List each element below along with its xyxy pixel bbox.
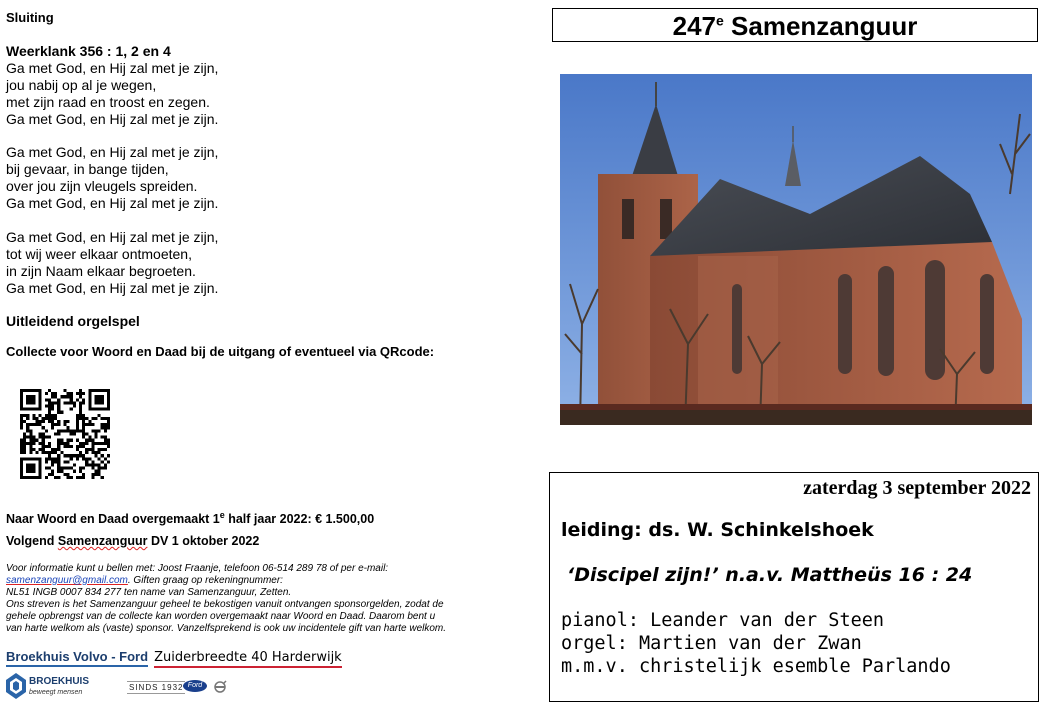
next-word: Samenzanguur — [57, 534, 148, 548]
info-line: Voor informatie kunt u bellen met: Joost Fraanje, telefoon 06-514 289 78 of per e-mail: — [6, 563, 389, 574]
qr-code[interactable] — [20, 389, 110, 479]
collecte-text: Collecte voor Woord en Daad bij de uitgang of eventueel via QRcode: — [6, 344, 435, 359]
info-block — [6, 563, 526, 635]
verse-line: Ga met God, en Hij zal met je zijn, — [6, 229, 219, 245]
verse-1 — [6, 60, 218, 128]
performer-organ: orgel: Martien van der Zwan — [561, 633, 862, 654]
verse-2 — [6, 144, 218, 212]
email-link[interactable]: samenzanguur@gmail.com — [6, 575, 128, 586]
info-line: van harte welkom als (vaste) sponsor. Vanzelfsprekend is ook uw incidentele gift van harte welkom. — [6, 623, 447, 634]
verse-line: Ga met God, en Hij zal met je zijn. — [6, 280, 219, 296]
next-text-rest: DV 1 oktober 2022 — [147, 534, 260, 548]
next-text: Volgend — [6, 534, 58, 548]
transfer-text: Naar Woord en Daad overgemaakt 1 — [6, 512, 220, 526]
next-meeting — [6, 533, 259, 549]
broekhuis-logo-icon — [5, 672, 27, 700]
performer-piano: pianol: Leander van der Steen — [561, 610, 885, 631]
info-line: Ons streven is het Samenzanguur geheel te bekostigen vanuit ontvangen sponsorgelden, zodat de — [6, 599, 444, 610]
verse-line: over jou zijn vleugels spreiden. — [6, 178, 198, 194]
sluiting-heading: Sluiting — [6, 10, 54, 25]
sponsor-address: Zuiderbreedte 40 Harderwijk — [154, 650, 342, 668]
volvo-logo-icon — [213, 677, 227, 695]
page-title — [552, 8, 1038, 42]
title-number: 247 — [672, 11, 716, 41]
verse-line: tot wij weer elkaar ontmoeten, — [6, 246, 192, 262]
title-sup: e — [716, 12, 724, 29]
info-text: . Giften graag op rekeningnummer: — [127, 575, 283, 586]
verse-line: Ga met God, en Hij zal met je zijn. — [6, 195, 219, 211]
verse-line: Ga met God, en Hij zal met je zijn, — [6, 144, 219, 160]
verse-line: Ga met God, en Hij zal met je zijn, — [6, 60, 219, 76]
title-text: Samenzanguur — [723, 11, 918, 41]
verse-line: met zijn raad en troost en zegen. — [6, 94, 210, 110]
hymn-title: Weerklank 356 : 1, 2 en 4 — [6, 43, 171, 59]
performer-ensemble: m.m.v. christelijk esemble Parlando — [561, 656, 951, 677]
transfer-text-rest: half jaar 2022: € 1.500,00 — [224, 512, 375, 526]
verse-line: in zijn Naam elkaar begroeten. — [6, 263, 196, 279]
verse-line: jou nabij op al je wegen, — [6, 77, 157, 93]
service-info-box — [549, 472, 1039, 702]
transfer-amount — [6, 511, 374, 527]
info-line: gehele opbrengst van de collecte kan worden overgemaakt naar Woord en Daad. Daarom bent u — [6, 611, 436, 622]
service-theme: ‘Discipel zijn!’ n.a.v. Mattheüs 16 : 24 — [567, 564, 973, 586]
church-photo — [560, 74, 1032, 425]
verse-line: Ga met God, en Hij zal met je zijn. — [6, 111, 219, 127]
transfer-sup: e — [219, 509, 225, 520]
sponsor-logos — [5, 672, 235, 702]
sponsor-line — [6, 649, 342, 665]
ford-logo: Ford — [183, 680, 207, 692]
verse-line: bij gevaar, in bange tijden, — [6, 161, 169, 177]
sponsor-name: Broekhuis Volvo - Ford — [6, 649, 148, 667]
broekhuis-tagline: beweegt mensen — [29, 689, 83, 696]
service-date: zaterdag 3 september 2022 — [803, 477, 1031, 499]
outro-heading: Uitleidend orgelspel — [6, 313, 140, 329]
info-line — [6, 575, 526, 587]
service-leader: leiding: ds. W. Schinkelshoek — [561, 519, 874, 541]
verse-3 — [6, 229, 218, 297]
broekhuis-logo-text: BROEKHUIS — [29, 676, 90, 687]
info-line: NL51 INGB 0007 834 277 ten name van Samenzanguur, Zetten. — [6, 587, 292, 598]
since-badge: SINDS 1932 — [129, 683, 184, 692]
